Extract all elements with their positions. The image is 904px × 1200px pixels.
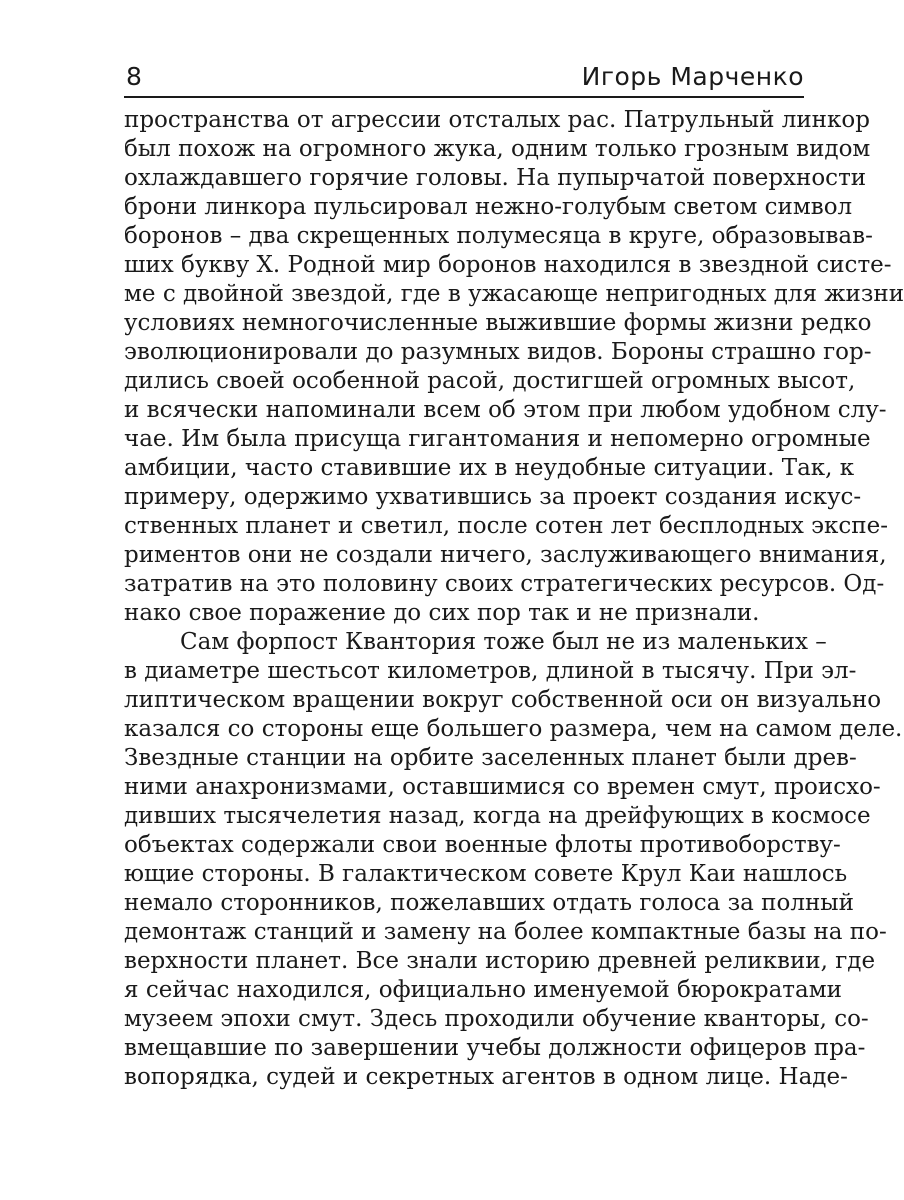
text-line: липтическом вращении вокруг собственной оси он визуально xyxy=(124,687,882,713)
text-line: ющие стороны. В галактическом совете Крул Каи нашлось xyxy=(124,861,848,887)
text-line: охлаждавшего горячие головы. На пупырчатой поверхности xyxy=(124,165,867,191)
text-line: примеру, одержимо ухватившись за проект создания искус- xyxy=(124,484,862,510)
text-line: я сейчас находился, официально именуемой бюрократами xyxy=(124,977,842,1003)
author-name: Игорь Марченко xyxy=(581,62,804,91)
body-text xyxy=(124,106,904,1092)
text-line: казался со стороны еще большего размера, чем на самом деле. xyxy=(124,716,903,742)
paragraph xyxy=(124,106,904,628)
text-line: амбиции, часто ставившие их в неудобные ситуации. Так, к xyxy=(124,455,855,481)
text-line: в диаметре шестьсот километров, длиной в тысячу. При эл- xyxy=(124,658,857,684)
text-line: чае. Им была присуща гигантомания и непомерно огромные xyxy=(124,426,871,452)
text-line: брони линкора пульсировал нежно-голубым светом символ xyxy=(124,194,853,220)
text-line: риментов они не создали ничего, заслуживающего внимания, xyxy=(124,542,887,568)
page-number: 8 xyxy=(126,62,142,91)
text-line: и всячески напоминали всем об этом при любом удобном слу- xyxy=(124,397,887,423)
text-line: вопорядка, судей и секретных агентов в одном лице. Наде- xyxy=(124,1064,848,1090)
text-line: ственных планет и светил, после сотен лет бесплодных экспе- xyxy=(124,513,889,539)
text-line: затратив на это половину своих стратегических ресурсов. Од- xyxy=(124,571,885,597)
text-line: эволюционировали до разумных видов. Бороны страшно гор- xyxy=(124,339,872,365)
text-line: ними анахронизмами, оставшимися со времен смут, происхо- xyxy=(124,774,881,800)
text-line: вмещавшие по завершении учебы должности офицеров пра- xyxy=(124,1035,866,1061)
text-line: Сам форпост Квантория тоже был не из маленьких – xyxy=(180,629,827,655)
text-line: нако свое поражение до сих пор так и не признали. xyxy=(124,600,760,626)
text-line: дивших тысячелетия назад, когда на дрейфующих в космосе xyxy=(124,803,871,829)
text-line: Звездные станции на орбите заселенных планет были древ- xyxy=(124,745,857,771)
text-line: ших букву X. Родной мир боронов находился в звездной систе- xyxy=(124,252,892,278)
text-line: боронов – два скрещенных полумесяца в круге, образовывав- xyxy=(124,223,873,249)
paragraph xyxy=(124,628,903,1092)
text-line: верхности планет. Все знали историю древней реликвии, где xyxy=(124,948,876,974)
text-line: объектах содержали свои военные флоты противоборству- xyxy=(124,832,841,858)
text-line: ме с двойной звездой, где в ужасающе непригодных для жизни xyxy=(124,281,904,307)
text-line: пространства от агрессии отсталых рас. Патрульный линкор xyxy=(124,107,870,133)
text-line: дились своей особенной расой, достигшей огромных высот, xyxy=(124,368,856,394)
text-line: немало сторонников, пожелавших отдать голоса за полный xyxy=(124,890,854,916)
text-line: демонтаж станций и замену на более компактные базы на по- xyxy=(124,919,887,945)
book-page xyxy=(124,58,904,1092)
running-header xyxy=(124,58,804,98)
text-line: был похож на огромного жука, одним только грозным видом xyxy=(124,136,871,162)
text-line: условиях немногочисленные выжившие формы жизни редко xyxy=(124,310,872,336)
text-line: музеем эпохи смут. Здесь проходили обучение кванторы, со- xyxy=(124,1006,869,1032)
